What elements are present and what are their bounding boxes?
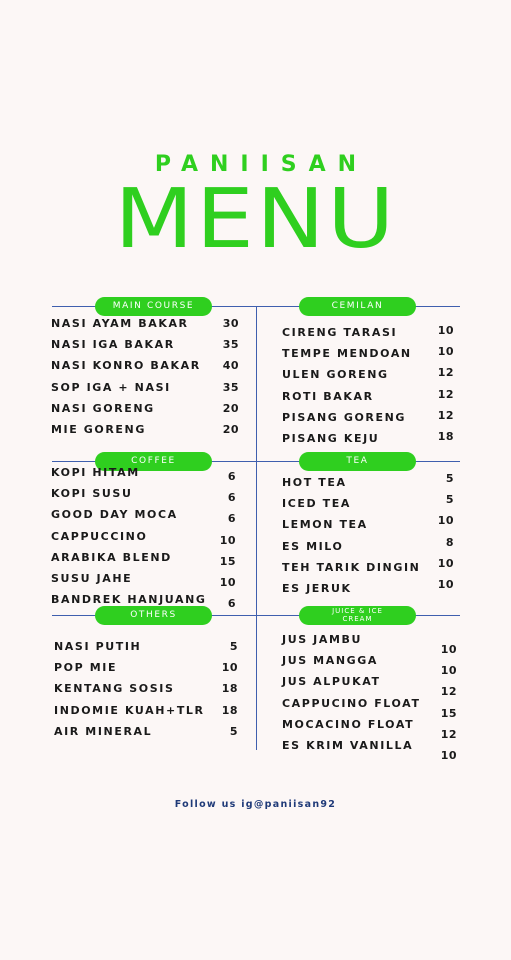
menu-item-name: PISANG GORENG	[282, 410, 407, 424]
menu-item-price: 10	[440, 664, 457, 678]
menu-item-price: 30	[222, 317, 239, 330]
menu-item-name: NASI KONRO BAKAR	[51, 359, 201, 373]
menu-item-price: 35	[222, 380, 239, 394]
menu-item-name: NASI IGA BAKAR	[51, 338, 175, 352]
section-juice-label-line1: JUICE & ICE	[332, 607, 383, 615]
menu-item-name: POP MIE	[54, 661, 118, 675]
page-title: MENU	[114, 172, 397, 267]
menu-item-name: GOOD DAY MOCA	[51, 508, 178, 522]
menu-item-name: BANDREK HANJUANG	[51, 593, 207, 607]
menu-item-price: 35	[222, 338, 239, 352]
menu-item-price: 10	[219, 576, 236, 589]
menu-item-name: CAPPUCCINO	[51, 529, 148, 543]
section-tea-pill: TEA	[299, 452, 416, 471]
menu-item-price: 6	[227, 491, 236, 505]
menu-item-price: 12	[437, 387, 454, 401]
menu-item-price: 15	[219, 554, 236, 568]
menu-item-name: AIR MINERAL	[54, 724, 153, 738]
menu-item-name: KOPI SUSU	[51, 487, 133, 501]
menu-item-price: 6	[227, 512, 236, 526]
menu-item-price: 12	[437, 366, 454, 380]
menu-item-name: JUS ALPUKAT	[282, 675, 381, 689]
menu-item-price: 15	[440, 706, 457, 720]
menu-item-price: 10	[219, 533, 236, 547]
menu-item-name: CIRENG TARASI	[282, 326, 398, 339]
section-main-course-pill: MAIN COURSE	[95, 297, 212, 316]
menu-item-name: NASI PUTIH	[54, 640, 142, 653]
menu-item-price: 40	[222, 359, 239, 373]
menu-item-name: ARABIKA BLEND	[51, 550, 172, 564]
menu-item-price: 10	[437, 345, 454, 359]
footer-social: Follow us ig@paniisan92	[174, 799, 337, 810]
menu-item-price: 5	[445, 472, 454, 485]
menu-item-name: ULEN GORENG	[282, 368, 389, 382]
menu-item-name: NASI AYAM BAKAR	[51, 317, 189, 330]
menu-item-price: 10	[437, 324, 454, 337]
menu-item-price: 18	[221, 682, 238, 696]
menu-item-price: 5	[229, 724, 238, 738]
menu-item-price: 20	[222, 401, 239, 415]
menu-item-name: HOT TEA	[282, 476, 347, 489]
menu-item-name: LEMON TEA	[282, 518, 368, 532]
section-coffee-pill: COFFEE	[95, 452, 212, 471]
menu-item-name: TEMPE MENDOAN	[282, 347, 412, 361]
menu-item-price: 5	[445, 493, 454, 507]
menu-item-price: 5	[229, 640, 238, 653]
menu-item-name: PISANG KEJU	[282, 432, 380, 445]
menu-item-price: 10	[440, 643, 457, 656]
menu-item-name: TEH TARIK DINGIN	[282, 560, 421, 574]
section-juice-pill	[299, 606, 416, 625]
menu-item-name: JUS JAMBU	[282, 633, 363, 646]
menu-item-name: NASI GORENG	[51, 401, 155, 415]
brand-name: PANIISAN	[154, 152, 369, 177]
menu-item-name: ROTI BAKAR	[282, 389, 374, 403]
menu-item-price: 12	[437, 408, 454, 422]
menu-item-price: 18	[221, 703, 238, 717]
menu-item-price: 10	[437, 514, 454, 528]
menu-item-price: 20	[222, 423, 239, 436]
menu-item-price: 10	[221, 661, 238, 675]
menu-item-price: 12	[440, 727, 457, 741]
section-cemilan-pill: CEMILAN	[299, 297, 416, 316]
menu-item-price: 18	[437, 430, 454, 443]
menu-item-price: 10	[440, 749, 457, 762]
menu-item-name: ES KRIM VANILLA	[282, 739, 414, 752]
menu-item-name: INDOMIE KUAH+TLR	[54, 703, 205, 717]
menu-item-price: 6	[227, 597, 236, 611]
menu-item-name: MOCACINO FLOAT	[282, 717, 415, 731]
menu-item-name: KOPI HITAM	[51, 466, 140, 479]
section-others-pill: OTHERS	[95, 606, 212, 625]
menu-item-name: MIE GORENG	[51, 423, 146, 436]
menu-item-price: 10	[437, 556, 454, 570]
menu-item-price: 12	[440, 685, 457, 699]
divider-vertical	[256, 306, 257, 750]
section-juice-label-line2: CREAM	[342, 614, 373, 623]
menu-item-name: SOP IGA + NASI	[51, 380, 171, 394]
menu-item-name: ES MILO	[282, 539, 344, 553]
menu-item-price: 6	[227, 470, 236, 483]
menu-item-name: SUSU JAHE	[51, 572, 133, 585]
menu-item-price: 8	[445, 535, 454, 549]
menu-item-name: KENTANG SOSIS	[54, 682, 175, 696]
menu-item-name: ICED TEA	[282, 497, 351, 511]
menu-item-name: CAPPUCINO FLOAT	[282, 696, 421, 710]
menu-item-price: 10	[437, 578, 454, 591]
menu-item-name: JUS MANGGA	[282, 654, 379, 668]
menu-item-name: ES JERUK	[282, 582, 352, 595]
